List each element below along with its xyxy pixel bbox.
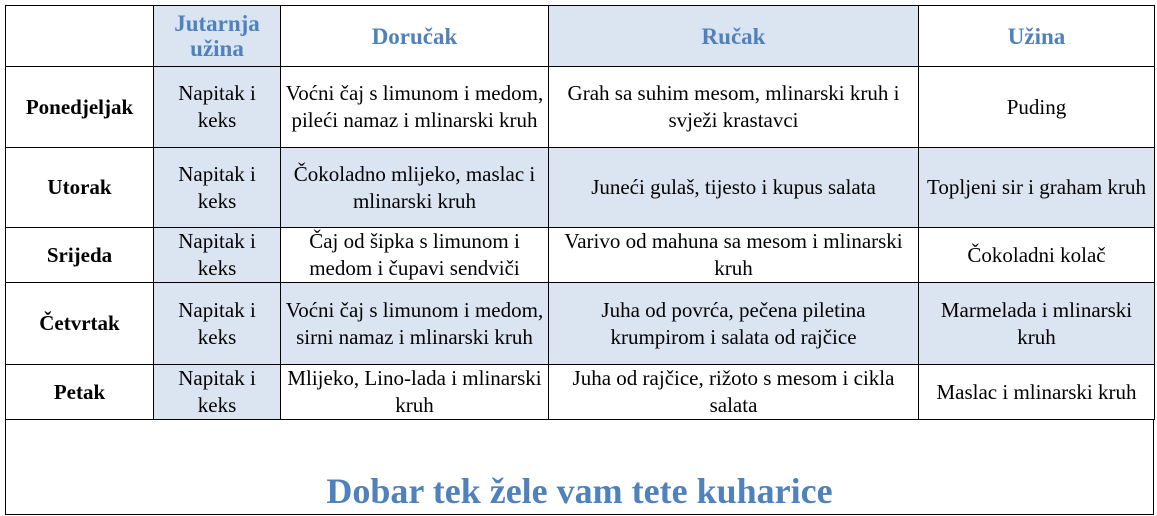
cell-jutarnja-uzina: Napitak i keks [154, 365, 281, 420]
header-row [6, 6, 1155, 67]
cell-rucak: Varivo od mahuna sa mesom i mlinarski kruh [549, 228, 919, 283]
day-label: Utorak [6, 148, 154, 228]
cell-dorucak: Voćni čaj s limunom i medom, pileći namaz i mlinarski kruh [281, 67, 549, 148]
day-label: Ponedjeljak [6, 67, 154, 148]
cell-dorucak: Čokoladno mlijeko, maslac i mlinarski kruh [281, 148, 549, 228]
column-header-jutarnja-uzina: Jutarnja užina [154, 6, 281, 67]
cell-jutarnja-uzina: Napitak i keks [154, 283, 281, 365]
day-label: Srijeda [6, 228, 154, 283]
cell-uzina: Marmelada i mlinarski kruh [919, 283, 1155, 365]
cell-rucak: Grah sa suhim mesom, mlinarski kruh i svježi krastavci [549, 67, 919, 148]
cell-rucak: Juneći gulaš, tijesto i kupus salata [549, 148, 919, 228]
cell-uzina: Maslac i mlinarski kruh [919, 365, 1155, 420]
day-label: Petak [6, 365, 154, 420]
table-row [6, 365, 1155, 420]
cell-uzina: Čokoladni kolač [919, 228, 1155, 283]
column-header-rucak: Ručak [549, 6, 919, 67]
cell-dorucak: Čaj od šipka s limunom i medom i čupavi sendviči [281, 228, 549, 283]
column-header-dorucak: Doručak [281, 6, 549, 67]
corner-cell [6, 6, 154, 67]
footer-box [5, 420, 1154, 515]
cell-jutarnja-uzina: Napitak i keks [154, 228, 281, 283]
column-header-uzina: Užina [919, 6, 1155, 67]
table-row [6, 148, 1155, 228]
cell-uzina: Topljeni sir i graham kruh [919, 148, 1155, 228]
cell-jutarnja-uzina: Napitak i keks [154, 67, 281, 148]
cell-rucak: Juha od rajčice, rižoto s mesom i cikla salata [549, 365, 919, 420]
cell-uzina: Puding [919, 67, 1155, 148]
day-label: Četvrtak [6, 283, 154, 365]
cell-dorucak: Mlijeko, Lino-lada i mlinarski kruh [281, 365, 549, 420]
cell-jutarnja-uzina: Napitak i keks [154, 148, 281, 228]
cell-dorucak: Voćni čaj s limunom i medom, sirni namaz i mlinarski kruh [281, 283, 549, 365]
footer-message: Dobar tek žele vam tete kuharice [326, 471, 833, 511]
table-row [6, 283, 1155, 365]
menu-table [5, 5, 1155, 420]
weekly-menu [5, 5, 1154, 511]
table-row [6, 228, 1155, 283]
cell-rucak: Juha od povrća, pečena piletina krumpirom i salata od rajčice [549, 283, 919, 365]
table-row [6, 67, 1155, 148]
